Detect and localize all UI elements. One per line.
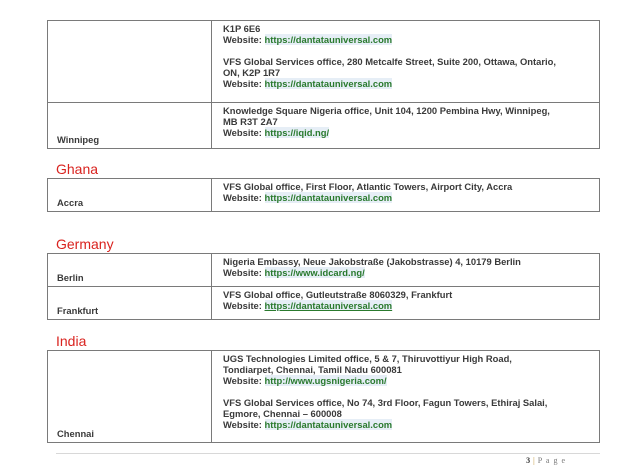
canada-offices-table bbox=[47, 20, 600, 149]
address-line: Knowledge Square Nigeria office, Unit 104, 1200 Pembina Hwy, Winnipeg, bbox=[223, 105, 550, 116]
website-line bbox=[223, 34, 595, 45]
section-title-india: India bbox=[56, 333, 87, 349]
website-label: Website: bbox=[223, 300, 265, 311]
city-cell: Frankfurt bbox=[48, 287, 212, 320]
website-line bbox=[223, 192, 595, 203]
website-link[interactable]: http://www.ugsnigeria.com/ bbox=[264, 375, 387, 386]
address-cell bbox=[212, 287, 600, 320]
website-label: Website: bbox=[223, 34, 265, 45]
address-line: MB R3T 2A7 bbox=[223, 116, 278, 127]
table-row bbox=[48, 179, 600, 212]
india-offices-table bbox=[47, 350, 600, 443]
website-line bbox=[223, 267, 595, 278]
website-label: Website: bbox=[223, 78, 265, 89]
address-cell bbox=[212, 254, 600, 287]
website-line bbox=[223, 375, 595, 386]
footer-divider bbox=[56, 453, 600, 454]
website-label: Website: bbox=[223, 192, 265, 203]
city-cell: Winnipeg bbox=[48, 103, 212, 149]
footer-separator: | bbox=[533, 456, 536, 465]
address-line: K1P 6E6 bbox=[223, 23, 261, 34]
address-cell bbox=[212, 103, 600, 149]
address-line: Egmore, Chennai – 600008 bbox=[223, 408, 342, 419]
address-line: UGS Technologies Limited office, 5 & 7, Thiruvottiyur High Road, bbox=[223, 353, 512, 364]
city-cell: Berlin bbox=[48, 254, 212, 287]
section-title-ghana: Ghana bbox=[56, 161, 99, 177]
website-line bbox=[223, 419, 595, 430]
city-cell bbox=[48, 21, 212, 103]
table-row bbox=[48, 351, 600, 443]
address-cell bbox=[212, 21, 600, 103]
website-link[interactable]: https://dantatauniversal.com bbox=[264, 192, 393, 203]
city-cell: Accra bbox=[48, 179, 212, 212]
address-line: VFS Global Services office, 280 Metcalfe Street, Suite 200, Ottawa, Ontario, bbox=[223, 56, 556, 67]
website-line bbox=[223, 127, 595, 138]
address-line: Nigeria Embassy, Neue Jakobstraße (Jakobstrasse) 4, 10179 Berlin bbox=[223, 256, 521, 267]
website-link[interactable]: https://dantatauniversal.com bbox=[264, 300, 393, 311]
address-cell bbox=[212, 179, 600, 212]
website-label: Website: bbox=[223, 375, 265, 386]
page-number: 3 bbox=[526, 456, 532, 465]
address-line: Tondiarpet, Chennai, Tamil Nadu 600081 bbox=[223, 364, 402, 375]
address-cell bbox=[212, 351, 600, 443]
city-cell: Chennai bbox=[48, 351, 212, 443]
website-label: Website: bbox=[223, 419, 265, 430]
germany-offices-table bbox=[47, 253, 600, 320]
ghana-offices-table bbox=[47, 178, 600, 212]
address-line: VFS Global office, First Floor, Atlantic Towers, Airport City, Accra bbox=[223, 181, 513, 192]
website-label: Website: bbox=[223, 127, 265, 138]
website-link[interactable]: https://dantatauniversal.com bbox=[264, 419, 393, 430]
page-footer bbox=[526, 456, 566, 466]
website-line bbox=[223, 300, 595, 311]
website-link[interactable]: https://dantatauniversal.com bbox=[264, 34, 393, 45]
website-line bbox=[223, 78, 595, 89]
website-link[interactable]: https://dantatauniversal.com bbox=[264, 78, 393, 89]
website-link[interactable]: https://www.idcard.ng/ bbox=[264, 267, 365, 278]
page-label: P a g e bbox=[537, 456, 566, 465]
section-title-germany: Germany bbox=[56, 236, 114, 252]
address-line: VFS Global office, Gutleutstraße 8060329, Frankfurt bbox=[223, 289, 453, 300]
address-line: ON, K2P 1R7 bbox=[223, 67, 281, 78]
table-row bbox=[48, 287, 600, 320]
website-link[interactable]: https://iqid.ng/ bbox=[264, 127, 330, 138]
address-line: VFS Global Services office, No 74, 3rd Floor, Fagun Towers, Ethiraj Salai, bbox=[223, 397, 548, 408]
website-label: Website: bbox=[223, 267, 265, 278]
table-row bbox=[48, 254, 600, 287]
table-row bbox=[48, 103, 600, 149]
table-row bbox=[48, 21, 600, 103]
